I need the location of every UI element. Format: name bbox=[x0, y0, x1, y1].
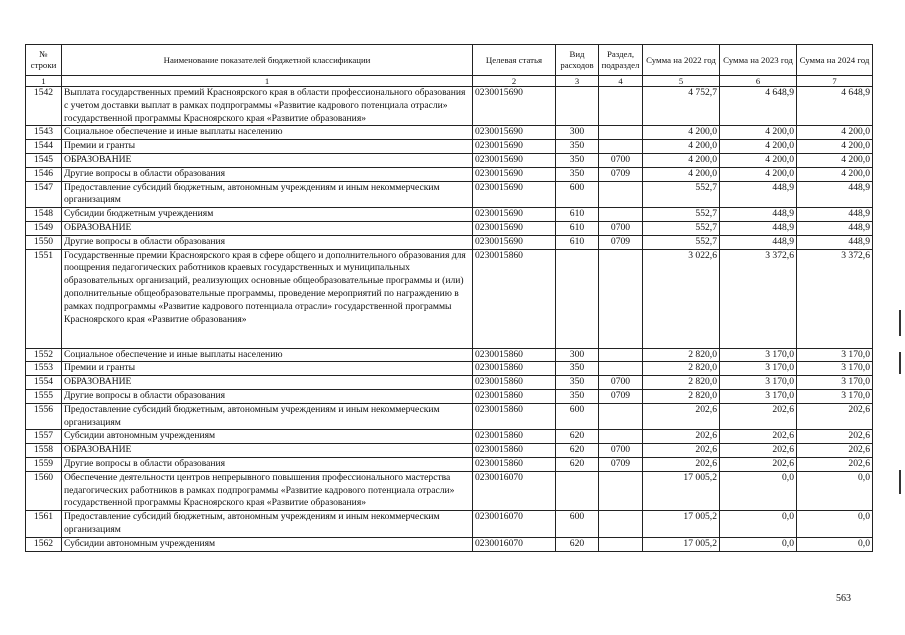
indicator-name-cell: Социальное обеспечение и иные выплаты населению bbox=[62, 126, 473, 140]
row-number-cell: 1552 bbox=[26, 348, 62, 362]
row-number-cell: 1546 bbox=[26, 167, 62, 181]
sum-2022-cell: 552,7 bbox=[643, 208, 720, 222]
table-row bbox=[26, 153, 873, 167]
sum-2023-cell: 448,9 bbox=[720, 235, 797, 249]
expense-type-cell: 350 bbox=[556, 376, 599, 390]
sum-2022-cell: 17 005,2 bbox=[643, 537, 720, 551]
row-number-cell: 1542 bbox=[26, 87, 62, 126]
table-row bbox=[26, 362, 873, 376]
column-number: 1 bbox=[62, 76, 473, 87]
header-target-article: Целевая статья bbox=[473, 45, 556, 76]
budget-table bbox=[25, 44, 873, 552]
section-cell bbox=[599, 348, 643, 362]
page-number: 563 bbox=[836, 593, 851, 604]
sum-2024-cell: 3 170,0 bbox=[797, 362, 873, 376]
expense-type-cell: 620 bbox=[556, 457, 599, 471]
sum-2023-cell: 3 170,0 bbox=[720, 348, 797, 362]
target-article-cell: 0230015690 bbox=[473, 140, 556, 154]
sum-2023-cell: 202,6 bbox=[720, 457, 797, 471]
sum-2022-cell: 2 820,0 bbox=[643, 362, 720, 376]
sum-2022-cell: 4 200,0 bbox=[643, 140, 720, 154]
target-article-cell: 0230015690 bbox=[473, 153, 556, 167]
section-cell bbox=[599, 140, 643, 154]
indicator-name-cell: ОБРАЗОВАНИЕ bbox=[62, 376, 473, 390]
indicator-name-cell: ОБРАЗОВАНИЕ bbox=[62, 153, 473, 167]
table-row bbox=[26, 348, 873, 362]
expense-type-cell bbox=[556, 249, 599, 348]
indicator-name-cell: Субсидии автономным учреждениям bbox=[62, 537, 473, 551]
target-article-cell: 0230015860 bbox=[473, 403, 556, 430]
target-article-cell: 0230015690 bbox=[473, 181, 556, 208]
expense-type-cell: 350 bbox=[556, 153, 599, 167]
sum-2023-cell: 448,9 bbox=[720, 221, 797, 235]
sum-2024-cell: 202,6 bbox=[797, 403, 873, 430]
header-sum-2022: Сумма на 2022 год bbox=[643, 45, 720, 76]
sum-2023-cell: 3 170,0 bbox=[720, 362, 797, 376]
sum-2022-cell: 552,7 bbox=[643, 235, 720, 249]
indicator-name-cell: Предоставление субсидий бюджетным, автономным учреждениям и иным некоммерческим организациям bbox=[62, 181, 473, 208]
header-indicator-name: Наименование показателей бюджетной классификации bbox=[62, 45, 473, 76]
target-article-cell: 0230015690 bbox=[473, 235, 556, 249]
row-number-cell: 1548 bbox=[26, 208, 62, 222]
row-number-cell: 1561 bbox=[26, 511, 62, 538]
sum-2024-cell: 448,9 bbox=[797, 235, 873, 249]
margin-mark bbox=[899, 310, 901, 336]
table-row bbox=[26, 221, 873, 235]
section-cell: 0709 bbox=[599, 457, 643, 471]
sum-2024-cell: 4 200,0 bbox=[797, 153, 873, 167]
section-cell bbox=[599, 430, 643, 444]
target-article-cell: 0230015860 bbox=[473, 348, 556, 362]
sum-2022-cell: 2 820,0 bbox=[643, 389, 720, 403]
sum-2022-cell: 4 752,7 bbox=[643, 87, 720, 126]
sum-2022-cell: 2 820,0 bbox=[643, 348, 720, 362]
table-row bbox=[26, 444, 873, 458]
row-number-cell: 1559 bbox=[26, 457, 62, 471]
header-row-number: № строки bbox=[26, 45, 62, 76]
row-number-cell: 1558 bbox=[26, 444, 62, 458]
expense-type-cell: 350 bbox=[556, 362, 599, 376]
sum-2022-cell: 4 200,0 bbox=[643, 167, 720, 181]
column-number: 2 bbox=[473, 76, 556, 87]
target-article-cell: 0230015690 bbox=[473, 208, 556, 222]
section-cell: 0700 bbox=[599, 444, 643, 458]
sum-2022-cell: 202,6 bbox=[643, 430, 720, 444]
expense-type-cell: 620 bbox=[556, 537, 599, 551]
indicator-name-cell: Другие вопросы в области образования bbox=[62, 457, 473, 471]
indicator-name-cell: Предоставление субсидий бюджетным, автономным учреждениям и иным некоммерческим организациям bbox=[62, 403, 473, 430]
expense-type-cell: 620 bbox=[556, 430, 599, 444]
section-cell bbox=[599, 249, 643, 348]
row-number-cell: 1543 bbox=[26, 126, 62, 140]
sum-2022-cell: 17 005,2 bbox=[643, 471, 720, 510]
indicator-name-cell: Выплата государственных премий Красноярского края в области профессионального образования с учетом доставки выплат в рамках подпрограммы «Развитие кадрового потенциала отрасли» государственной программы Красноярского края «Развитие образования» bbox=[62, 87, 473, 126]
row-number-cell: 1562 bbox=[26, 537, 62, 551]
table-row bbox=[26, 430, 873, 444]
row-number-cell: 1557 bbox=[26, 430, 62, 444]
indicator-name-cell: Обеспечение деятельности центров непрерывного повышения профессионального мастерства педагогических работников в рамках подпрограммы «Развитие кадрового потенциала отрасли» государственной программы Красноярского края «Развитие образования» bbox=[62, 471, 473, 510]
sum-2023-cell: 3 372,6 bbox=[720, 249, 797, 348]
sum-2023-cell: 202,6 bbox=[720, 444, 797, 458]
row-number-cell: 1556 bbox=[26, 403, 62, 430]
sum-2023-cell: 4 200,0 bbox=[720, 153, 797, 167]
sum-2024-cell: 448,9 bbox=[797, 181, 873, 208]
row-number-cell: 1555 bbox=[26, 389, 62, 403]
expense-type-cell bbox=[556, 471, 599, 510]
sum-2022-cell: 202,6 bbox=[643, 444, 720, 458]
expense-type-cell: 600 bbox=[556, 403, 599, 430]
expense-type-cell: 610 bbox=[556, 221, 599, 235]
sum-2023-cell: 4 200,0 bbox=[720, 126, 797, 140]
margin-mark bbox=[899, 352, 901, 374]
indicator-name-cell: Другие вопросы в области образования bbox=[62, 235, 473, 249]
expense-type-cell: 300 bbox=[556, 126, 599, 140]
row-number-cell: 1549 bbox=[26, 221, 62, 235]
section-cell: 0709 bbox=[599, 389, 643, 403]
section-cell: 0700 bbox=[599, 153, 643, 167]
sum-2024-cell: 4 200,0 bbox=[797, 167, 873, 181]
row-number-cell: 1551 bbox=[26, 249, 62, 348]
target-article-cell: 0230016070 bbox=[473, 537, 556, 551]
expense-type-cell: 610 bbox=[556, 235, 599, 249]
table-header-row bbox=[26, 45, 873, 76]
section-cell bbox=[599, 511, 643, 538]
sum-2024-cell: 0,0 bbox=[797, 471, 873, 510]
header-sum-2024: Сумма на 2024 год bbox=[797, 45, 873, 76]
expense-type-cell: 600 bbox=[556, 511, 599, 538]
indicator-name-cell: Предоставление субсидий бюджетным, автономным учреждениям и иным некоммерческим организациям bbox=[62, 511, 473, 538]
sum-2023-cell: 4 648,9 bbox=[720, 87, 797, 126]
target-article-cell: 0230016070 bbox=[473, 511, 556, 538]
sum-2023-cell: 0,0 bbox=[720, 471, 797, 510]
section-cell bbox=[599, 362, 643, 376]
header-section: Раздел, подраздел bbox=[599, 45, 643, 76]
sum-2022-cell: 4 200,0 bbox=[643, 126, 720, 140]
header-expense-type: Вид расходов bbox=[556, 45, 599, 76]
row-number-cell: 1553 bbox=[26, 362, 62, 376]
sum-2024-cell: 202,6 bbox=[797, 430, 873, 444]
table-row bbox=[26, 87, 873, 126]
sum-2024-cell: 3 170,0 bbox=[797, 348, 873, 362]
sum-2024-cell: 4 200,0 bbox=[797, 140, 873, 154]
section-cell: 0700 bbox=[599, 376, 643, 390]
section-cell bbox=[599, 87, 643, 126]
section-cell bbox=[599, 403, 643, 430]
table-row bbox=[26, 403, 873, 430]
target-article-cell: 0230015860 bbox=[473, 430, 556, 444]
table-body bbox=[26, 87, 873, 552]
sum-2023-cell: 3 170,0 bbox=[720, 376, 797, 390]
target-article-cell: 0230016070 bbox=[473, 471, 556, 510]
table-row bbox=[26, 376, 873, 390]
expense-type-cell bbox=[556, 87, 599, 126]
column-number: 4 bbox=[599, 76, 643, 87]
sum-2023-cell: 202,6 bbox=[720, 403, 797, 430]
indicator-name-cell: Государственные премии Красноярского края в сфере общего и дополнительного образования для поощрения педагогических работников краевых государственных и муниципальных образовательных организаций, реализующих основные общеобразовательные программы и (или) дополнительные общеобразовательные программы, проведение мероприятий по награждению в рамках подпрограммы «Развитие кадрового потенциала отрасли» государственной программы Красноярского края «Развитие образования» bbox=[62, 249, 473, 348]
sum-2023-cell: 0,0 bbox=[720, 511, 797, 538]
target-article-cell: 0230015860 bbox=[473, 389, 556, 403]
table-row bbox=[26, 208, 873, 222]
row-number-cell: 1544 bbox=[26, 140, 62, 154]
target-article-cell: 0230015860 bbox=[473, 362, 556, 376]
table-row bbox=[26, 235, 873, 249]
section-cell bbox=[599, 537, 643, 551]
indicator-name-cell: Субсидии автономным учреждениям bbox=[62, 430, 473, 444]
indicator-name-cell: ОБРАЗОВАНИЕ bbox=[62, 444, 473, 458]
table-row bbox=[26, 167, 873, 181]
expense-type-cell: 610 bbox=[556, 208, 599, 222]
sum-2024-cell: 3 170,0 bbox=[797, 389, 873, 403]
sum-2024-cell: 0,0 bbox=[797, 511, 873, 538]
target-article-cell: 0230015860 bbox=[473, 457, 556, 471]
sum-2023-cell: 202,6 bbox=[720, 430, 797, 444]
table-row bbox=[26, 140, 873, 154]
header-sum-2023: Сумма на 2023 год bbox=[720, 45, 797, 76]
row-number-cell: 1554 bbox=[26, 376, 62, 390]
section-cell bbox=[599, 208, 643, 222]
section-cell: 0709 bbox=[599, 167, 643, 181]
sum-2023-cell: 4 200,0 bbox=[720, 167, 797, 181]
target-article-cell: 0230015860 bbox=[473, 444, 556, 458]
row-number-cell: 1547 bbox=[26, 181, 62, 208]
row-number-cell: 1550 bbox=[26, 235, 62, 249]
sum-2024-cell: 4 200,0 bbox=[797, 126, 873, 140]
sum-2022-cell: 17 005,2 bbox=[643, 511, 720, 538]
expense-type-cell: 350 bbox=[556, 389, 599, 403]
row-number-cell: 1560 bbox=[26, 471, 62, 510]
indicator-name-cell: ОБРАЗОВАНИЕ bbox=[62, 221, 473, 235]
sum-2024-cell: 202,6 bbox=[797, 444, 873, 458]
sum-2023-cell: 4 200,0 bbox=[720, 140, 797, 154]
section-cell: 0709 bbox=[599, 235, 643, 249]
indicator-name-cell: Другие вопросы в области образования bbox=[62, 167, 473, 181]
expense-type-cell: 600 bbox=[556, 181, 599, 208]
table-row bbox=[26, 389, 873, 403]
column-number: 1 bbox=[26, 76, 62, 87]
column-number: 3 bbox=[556, 76, 599, 87]
sum-2023-cell: 0,0 bbox=[720, 537, 797, 551]
sum-2022-cell: 552,7 bbox=[643, 221, 720, 235]
column-number: 6 bbox=[720, 76, 797, 87]
table-row bbox=[26, 181, 873, 208]
table-row bbox=[26, 457, 873, 471]
sum-2024-cell: 3 170,0 bbox=[797, 376, 873, 390]
section-cell bbox=[599, 181, 643, 208]
sum-2024-cell: 0,0 bbox=[797, 537, 873, 551]
column-number-row bbox=[26, 76, 873, 87]
expense-type-cell: 350 bbox=[556, 140, 599, 154]
sum-2022-cell: 4 200,0 bbox=[643, 153, 720, 167]
target-article-cell: 0230015860 bbox=[473, 376, 556, 390]
row-number-cell: 1545 bbox=[26, 153, 62, 167]
expense-type-cell: 350 bbox=[556, 167, 599, 181]
table-row bbox=[26, 471, 873, 510]
sum-2024-cell: 202,6 bbox=[797, 457, 873, 471]
margin-mark bbox=[899, 470, 901, 494]
indicator-name-cell: Социальное обеспечение и иные выплаты населению bbox=[62, 348, 473, 362]
section-cell: 0700 bbox=[599, 221, 643, 235]
sum-2022-cell: 552,7 bbox=[643, 181, 720, 208]
indicator-name-cell: Другие вопросы в области образования bbox=[62, 389, 473, 403]
table-row bbox=[26, 126, 873, 140]
sum-2022-cell: 3 022,6 bbox=[643, 249, 720, 348]
section-cell bbox=[599, 471, 643, 510]
target-article-cell: 0230015690 bbox=[473, 167, 556, 181]
sum-2022-cell: 2 820,0 bbox=[643, 376, 720, 390]
sum-2024-cell: 4 648,9 bbox=[797, 87, 873, 126]
sum-2023-cell: 448,9 bbox=[720, 208, 797, 222]
expense-type-cell: 300 bbox=[556, 348, 599, 362]
section-cell bbox=[599, 126, 643, 140]
table-row bbox=[26, 249, 873, 348]
table-row bbox=[26, 537, 873, 551]
column-number: 5 bbox=[643, 76, 720, 87]
target-article-cell: 0230015690 bbox=[473, 87, 556, 126]
sum-2022-cell: 202,6 bbox=[643, 457, 720, 471]
expense-type-cell: 620 bbox=[556, 444, 599, 458]
column-number: 7 bbox=[797, 76, 873, 87]
target-article-cell: 0230015690 bbox=[473, 221, 556, 235]
sum-2023-cell: 3 170,0 bbox=[720, 389, 797, 403]
sum-2024-cell: 448,9 bbox=[797, 221, 873, 235]
indicator-name-cell: Премии и гранты bbox=[62, 362, 473, 376]
sum-2024-cell: 448,9 bbox=[797, 208, 873, 222]
sum-2022-cell: 202,6 bbox=[643, 403, 720, 430]
indicator-name-cell: Субсидии бюджетным учреждениям bbox=[62, 208, 473, 222]
target-article-cell: 0230015690 bbox=[473, 126, 556, 140]
indicator-name-cell: Премии и гранты bbox=[62, 140, 473, 154]
target-article-cell: 0230015860 bbox=[473, 249, 556, 348]
sum-2024-cell: 3 372,6 bbox=[797, 249, 873, 348]
sum-2023-cell: 448,9 bbox=[720, 181, 797, 208]
table-row bbox=[26, 511, 873, 538]
